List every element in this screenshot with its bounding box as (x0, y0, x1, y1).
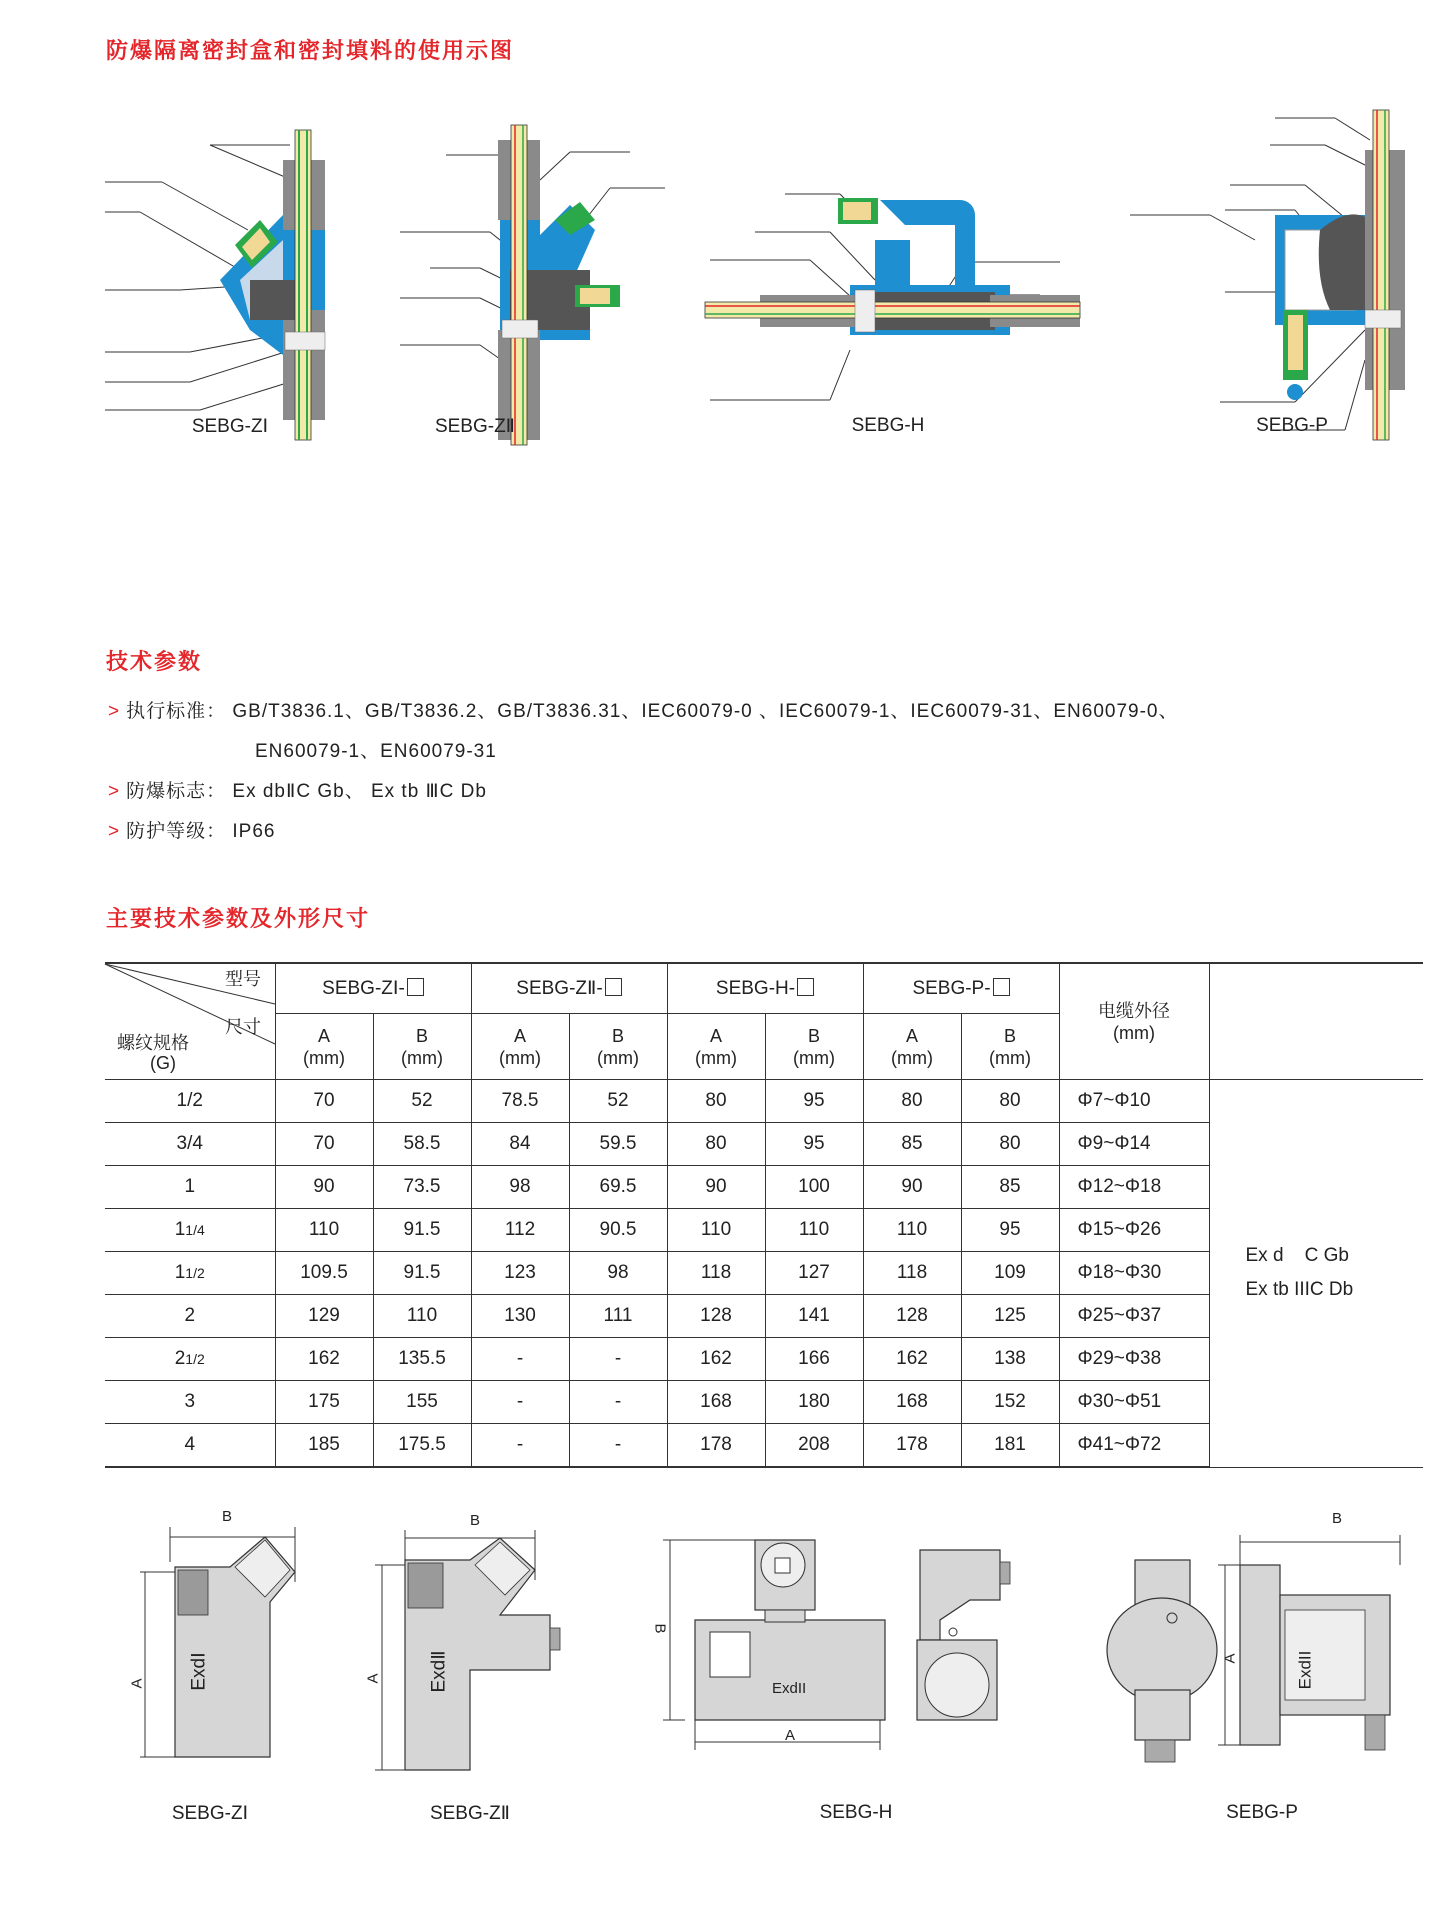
dim-value-cell: 110 (373, 1295, 471, 1338)
cable-diameter-cell: Φ41~Φ72 (1059, 1424, 1209, 1468)
dim-value-cell: 70 (275, 1080, 373, 1123)
diagram-caption-1: SEBG-ZⅠ (191, 416, 269, 437)
dim-value-cell: 185 (275, 1424, 373, 1468)
dim-value-cell: 152 (961, 1381, 1059, 1424)
thread-size-cell: 4 (105, 1424, 275, 1468)
dim-value-cell: - (569, 1381, 667, 1424)
dim-b-header: B (mm) (373, 1014, 471, 1080)
dim-value-cell: - (569, 1424, 667, 1468)
dim-value-cell: 181 (961, 1424, 1059, 1468)
model-header-1: SEBG-ZⅠ- (275, 963, 471, 1014)
tech-title: 技术参数 (106, 649, 203, 674)
model-header-4: SEBG-P- (863, 963, 1059, 1014)
spec-ip (108, 816, 276, 843)
drawing2-b: B (470, 1512, 481, 1529)
dim-value-cell: 95 (765, 1123, 863, 1166)
dim-value-cell: 80 (961, 1123, 1059, 1166)
spec-value: IP66 (232, 821, 276, 842)
cable-diameter-cell: Φ29~Φ38 (1059, 1338, 1209, 1381)
dim-a-header: A (mm) (863, 1014, 961, 1080)
dim-value-cell: 73.5 (373, 1166, 471, 1209)
corner-thread-label: 螺纹规格 (117, 1033, 189, 1053)
dim-value-cell: 69.5 (569, 1166, 667, 1209)
thread-size-cell: 11/2 (105, 1252, 275, 1295)
dim-value-cell: 78.5 (471, 1080, 569, 1123)
diagram-sebg-h (700, 180, 1080, 400)
spec-value: GB/T3836.1、GB/T3836.2、GB/T3836.31、IEC60079-0 、IEC60079-1、IEC60079-31、EN60079-0、 (232, 701, 1179, 722)
drawing4-exd: ExdII (1295, 1650, 1315, 1690)
dim-b-header: B (mm) (569, 1014, 667, 1080)
drawing1-b: B (222, 1508, 233, 1525)
cable-diameter-cell: Φ25~Φ37 (1059, 1295, 1209, 1338)
dim-value-cell: 155 (373, 1381, 471, 1424)
dim-value-cell: 128 (667, 1295, 765, 1338)
corner-header (105, 963, 275, 1080)
drawing-caption-1: SEBG-ZⅠ (171, 1803, 249, 1824)
diagram-sebg-z2 (380, 120, 680, 450)
drawing4-a: A (1221, 1653, 1239, 1664)
spec-marker: > (108, 701, 121, 722)
dim-value-cell: 128 (863, 1295, 961, 1338)
dim-value-cell: 110 (275, 1209, 373, 1252)
dim-value-cell: 135.5 (373, 1338, 471, 1381)
dim-value-cell: 110 (667, 1209, 765, 1252)
dim-value-cell: 130 (471, 1295, 569, 1338)
drawing3-exd: ExdII (772, 1680, 807, 1697)
drawing4-b: B (1332, 1510, 1343, 1527)
dim-a-header: A (mm) (275, 1014, 373, 1080)
dim-value-cell: 162 (863, 1338, 961, 1381)
spec-value: Ex dbⅡC Gb、 Ex tb ⅢC Db (232, 781, 487, 802)
blank-header (1209, 963, 1423, 1080)
thread-size-cell: 3 (105, 1381, 275, 1424)
dim-value-cell: 208 (765, 1424, 863, 1468)
drawing3-a: A (785, 1727, 796, 1744)
spec-label: 防爆标志： (126, 781, 227, 802)
drawing-caption-4: SEBG-P (1226, 1802, 1298, 1823)
drawing-sebg-z1 (120, 1512, 320, 1772)
dim-value-cell: 166 (765, 1338, 863, 1381)
dim-value-cell: 118 (667, 1252, 765, 1295)
dim-value-cell: 141 (765, 1295, 863, 1338)
dim-value-cell: 162 (667, 1338, 765, 1381)
diagram-sebg-p (1125, 110, 1425, 440)
dim-value-cell: 90 (667, 1166, 765, 1209)
cable-diameter-cell: Φ15~Φ26 (1059, 1209, 1209, 1252)
dim-value-cell: 118 (863, 1252, 961, 1295)
dim-value-cell: 168 (667, 1381, 765, 1424)
corner-model-label: 型号 (225, 969, 261, 989)
cable-diameter-cell: Φ30~Φ51 (1059, 1381, 1209, 1424)
dim-value-cell: 52 (569, 1080, 667, 1123)
corner-size-label: 尺寸 (225, 1017, 261, 1037)
dim-b-header: B (mm) (961, 1014, 1059, 1080)
drawing3-b: B (651, 1623, 669, 1634)
dim-value-cell: 178 (863, 1424, 961, 1468)
dim-b-header: B (mm) (765, 1014, 863, 1080)
table-row (105, 1080, 1423, 1123)
diagram-caption-4: SEBG-P (1256, 415, 1328, 436)
dim-value-cell: 175.5 (373, 1424, 471, 1468)
dim-value-cell: 98 (471, 1166, 569, 1209)
drawing-caption-2: SEBG-ZⅡ (429, 1803, 511, 1824)
thread-size-cell: 11/4 (105, 1209, 275, 1252)
dim-value-cell: 123 (471, 1252, 569, 1295)
dim-value-cell: 80 (667, 1123, 765, 1166)
dim-value-cell: 100 (765, 1166, 863, 1209)
thread-size-cell: 1/2 (105, 1080, 275, 1123)
spec-marker: > (108, 821, 121, 842)
dim-value-cell: 110 (863, 1209, 961, 1252)
model-header-2: SEBG-ZⅡ- (471, 963, 667, 1014)
spec-standard-cont: EN60079-1、EN60079-31 (255, 741, 497, 762)
spec-marker: > (108, 781, 121, 802)
dim-a-header: A (mm) (667, 1014, 765, 1080)
dim-value-cell: 138 (961, 1338, 1059, 1381)
dim-a-header: A (mm) (471, 1014, 569, 1080)
dim-value-cell: 109 (961, 1252, 1059, 1295)
spec-standard (108, 696, 1179, 723)
ex-mark-cell: Ex d C Gb Ex tb IIIC Db (1209, 1080, 1423, 1468)
dim-value-cell: 98 (569, 1252, 667, 1295)
dim-value-cell: 90.5 (569, 1209, 667, 1252)
dim-value-cell: 110 (765, 1209, 863, 1252)
dim-value-cell: 85 (961, 1166, 1059, 1209)
cable-diameter-cell: Φ7~Φ10 (1059, 1080, 1209, 1123)
dim-value-cell: - (471, 1424, 569, 1468)
dim-value-cell: 91.5 (373, 1209, 471, 1252)
dim-value-cell: 91.5 (373, 1252, 471, 1295)
params-table (105, 962, 1423, 1468)
dim-value-cell: 109.5 (275, 1252, 373, 1295)
cable-diameter-cell: Φ12~Φ18 (1059, 1166, 1209, 1209)
dim-value-cell: 178 (667, 1424, 765, 1468)
drawing1-exd: ExdⅠ (188, 1652, 210, 1691)
model-header-3: SEBG-H- (667, 963, 863, 1014)
drawing2-a: A (364, 1673, 382, 1684)
dim-value-cell: - (471, 1381, 569, 1424)
diagram-sebg-z1 (100, 120, 360, 450)
drawing-sebg-p (1100, 1520, 1420, 1790)
dim-value-cell: 168 (863, 1381, 961, 1424)
spec-label: 防护等级： (126, 821, 227, 842)
dim-value-cell: 80 (961, 1080, 1059, 1123)
dim-value-cell: 95 (765, 1080, 863, 1123)
dim-value-cell: 180 (765, 1381, 863, 1424)
cable-header: 电缆外径 (mm) (1059, 963, 1209, 1080)
corner-thread-unit: (G) (150, 1053, 176, 1073)
cable-diameter-cell: Φ18~Φ30 (1059, 1252, 1209, 1295)
dim-value-cell: 127 (765, 1252, 863, 1295)
dim-value-cell: 85 (863, 1123, 961, 1166)
dim-value-cell: 175 (275, 1381, 373, 1424)
dim-value-cell: 129 (275, 1295, 373, 1338)
dim-value-cell: 52 (373, 1080, 471, 1123)
diagram-caption-3: SEBG-H (851, 415, 925, 436)
diagram-caption-2: SEBG-ZⅡ (434, 416, 516, 437)
drawing-sebg-z2 (360, 1520, 580, 1780)
dim-value-cell: 95 (961, 1209, 1059, 1252)
spec-exmark (108, 776, 487, 803)
cable-diameter-cell: Φ9~Φ14 (1059, 1123, 1209, 1166)
table-title: 主要技术参数及外形尺寸 (106, 906, 371, 931)
dim-value-cell: 70 (275, 1123, 373, 1166)
dim-value-cell: 58.5 (373, 1123, 471, 1166)
drawing-caption-3: SEBG-H (819, 1802, 893, 1823)
drawing2-exd: ExdⅡ (428, 1650, 450, 1693)
dim-value-cell: 90 (275, 1166, 373, 1209)
dim-value-cell: 125 (961, 1295, 1059, 1338)
dim-value-cell: 111 (569, 1295, 667, 1338)
dim-value-cell: 84 (471, 1123, 569, 1166)
dim-value-cell: 112 (471, 1209, 569, 1252)
dim-value-cell: 162 (275, 1338, 373, 1381)
drawing-sebg-h (655, 1520, 1055, 1770)
usage-title: 防爆隔离密封盒和密封填料的使用示图 (106, 38, 515, 63)
thread-size-cell: 3/4 (105, 1123, 275, 1166)
dim-value-cell: - (471, 1338, 569, 1381)
dim-value-cell: 59.5 (569, 1123, 667, 1166)
dim-value-cell: 90 (863, 1166, 961, 1209)
dim-value-cell: 80 (863, 1080, 961, 1123)
dim-value-cell: - (569, 1338, 667, 1381)
dim-value-cell: 80 (667, 1080, 765, 1123)
thread-size-cell: 2 (105, 1295, 275, 1338)
thread-size-cell: 1 (105, 1166, 275, 1209)
drawing1-a: A (128, 1678, 146, 1689)
spec-label: 执行标准： (126, 701, 227, 722)
thread-size-cell: 21/2 (105, 1338, 275, 1381)
